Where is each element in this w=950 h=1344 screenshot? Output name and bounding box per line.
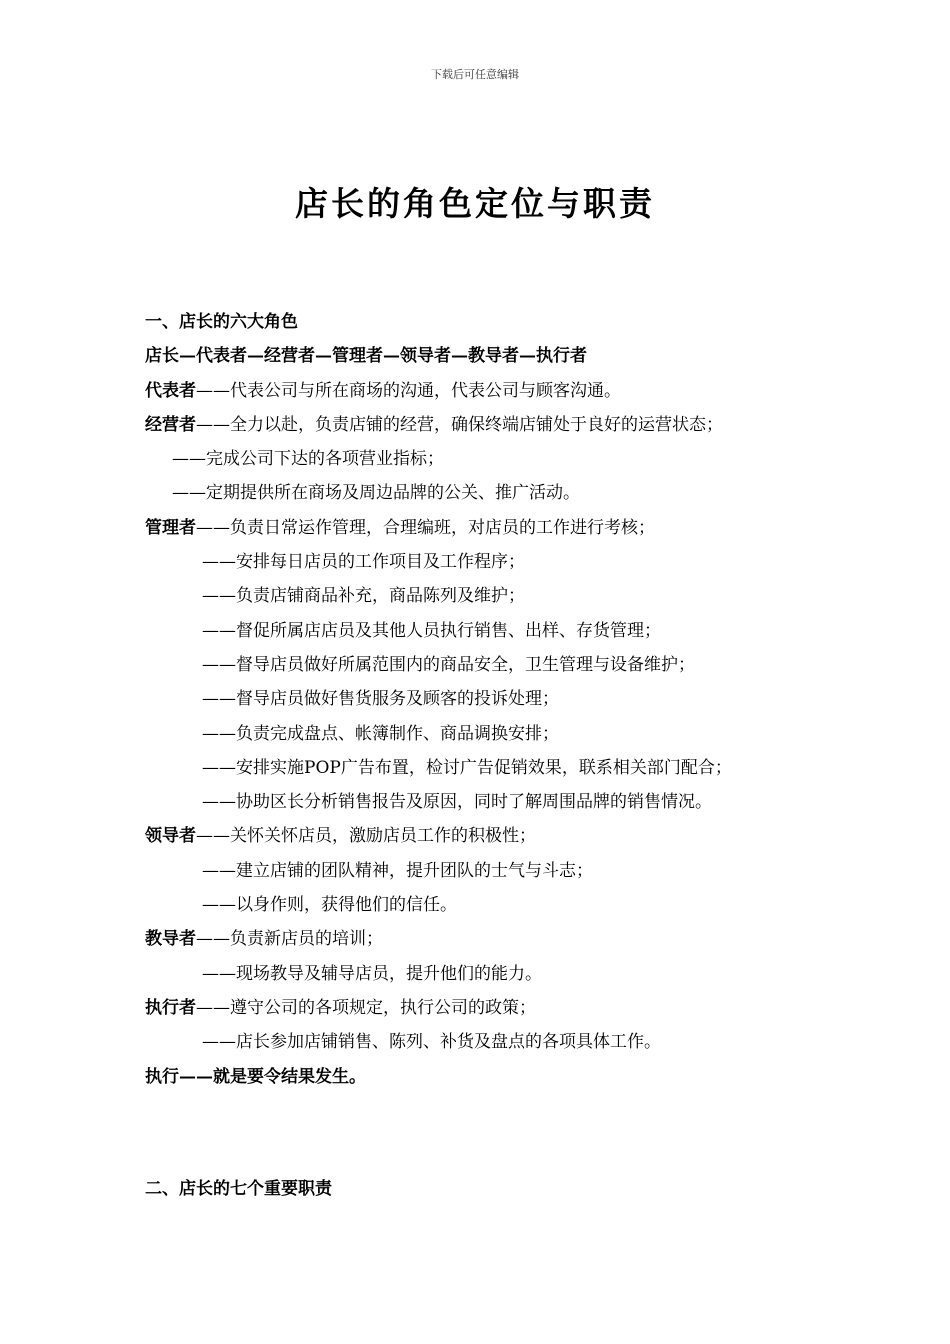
role-trainer xyxy=(145,922,825,956)
duty-item: ——安排每日店员的工作项目及工作程序； xyxy=(202,552,525,573)
duty-item: ——店长参加店铺销售、陈列、补货及盘点的各项具体工作。 xyxy=(202,1032,661,1053)
role-leader xyxy=(145,819,825,853)
role-label: 教导者 xyxy=(145,929,196,950)
duty-item: ——完成公司下达的各项营业指标； xyxy=(172,449,444,470)
role-representative xyxy=(145,374,825,408)
role-label: 执行者 xyxy=(145,997,196,1018)
duty-item: ——定期提供所在商场及周边品牌的公关、推广活动。 xyxy=(172,483,580,504)
duty-item: ——负责完成盘点、帐簿制作、商品调换安排； xyxy=(202,723,559,744)
document-title: 店长的角色定位与职责 xyxy=(295,184,655,223)
duty-item: ——协助区长分析销售报告及原因，同时了解周围品牌的销售情况。 xyxy=(202,792,712,813)
role-label: 经营者 xyxy=(145,414,196,435)
duty-item: ——现场教导及辅导店员，提升他们的能力。 xyxy=(202,963,542,984)
role-label: 代表者 xyxy=(145,380,196,401)
duty-item: ——督导店员做好售货服务及顾客的投诉处理； xyxy=(202,689,559,710)
section-seven-duties xyxy=(145,1172,825,1206)
duty-item: ——负责店铺商品补充，商品陈列及维护； xyxy=(202,586,525,607)
role-manager xyxy=(145,511,825,545)
role-text: ——全力以赴，负责店铺的经营，确保终端店铺处于良好的运营状态； xyxy=(196,414,723,435)
role-executor xyxy=(145,991,825,1025)
role-text: ——代表公司与所在商场的沟通，代表公司与顾客沟通。 xyxy=(196,380,621,401)
duty-item: ——督导店员做好所属范围内的商品安全，卫生管理与设备维护； xyxy=(202,654,695,675)
section-heading: 一、店长的六大角色 xyxy=(145,312,298,332)
role-text: ——遵守公司的各项规定，执行公司的政策； xyxy=(196,997,536,1018)
role-operator xyxy=(145,408,825,442)
role-text: ——关怀关怀店员，激励店员工作的积极性； xyxy=(196,826,536,847)
role-chain: 店长—代表者—经营者—管理者—领导者—教导者—执行者 xyxy=(145,346,587,367)
section-six-roles xyxy=(145,305,825,1094)
closing-statement: 执行——就是要令结果发生。 xyxy=(145,1066,366,1087)
page-header-note: 下载后可任意编辑 xyxy=(431,68,519,81)
section-heading: 二、店长的七个重要职责 xyxy=(145,1179,332,1199)
duty-item: ——督促所属店店员及其他人员执行销售、出样、存货管理； xyxy=(202,620,661,641)
duty-item: ——安排实施POP广告布置，检讨广告促销效果，联系相关部门配合； xyxy=(202,757,732,778)
duty-item: ——建立店铺的团队精神，提升团队的士气与斗志； xyxy=(202,860,593,881)
role-text: ——负责新店员的培训； xyxy=(196,929,383,950)
role-label: 领导者 xyxy=(145,826,196,847)
duty-item: ——以身作则，获得他们的信任。 xyxy=(202,895,457,916)
role-label: 管理者 xyxy=(145,517,196,538)
role-text: ——负责日常运作管理，合理编班，对店员的工作进行考核； xyxy=(196,517,655,538)
